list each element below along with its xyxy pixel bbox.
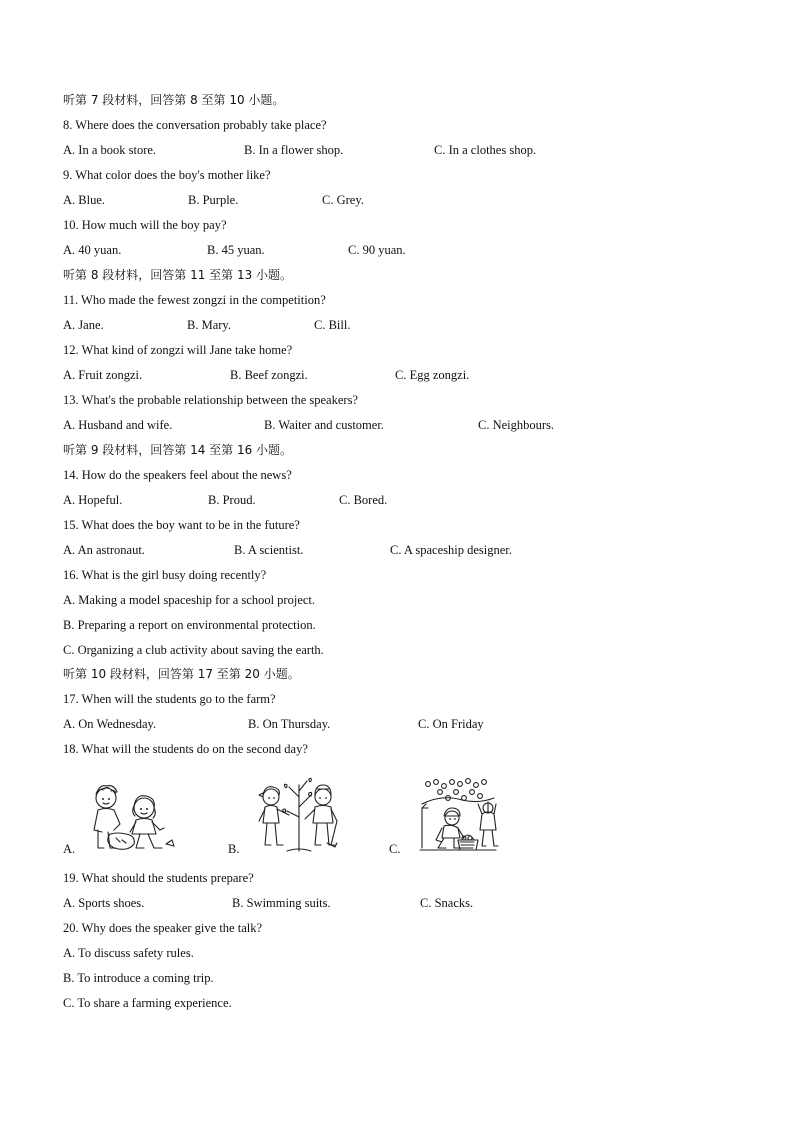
q18-option-c[interactable]: C.	[389, 842, 401, 856]
question-20: 20. Why does the speaker give the talk?	[63, 921, 263, 935]
q15-option-b[interactable]: B. A scientist.	[234, 543, 304, 557]
q20-option-a[interactable]: A. To discuss safety rules.	[63, 946, 194, 960]
q14-option-a[interactable]: A. Hopeful.	[63, 493, 123, 507]
q12-option-a[interactable]: A. Fruit zongzi.	[63, 368, 143, 382]
question-15: 15. What does the boy want to be in the future?	[63, 518, 300, 532]
question-12: 12. What kind of zongzi will Jane take home?	[63, 343, 293, 357]
people-picking-fruit-image[interactable]	[418, 778, 498, 858]
q11-option-b[interactable]: B. Mary.	[187, 318, 231, 332]
q14-option-c[interactable]: C. Bored.	[339, 493, 388, 507]
q19-option-c[interactable]: C. Snacks.	[420, 896, 474, 910]
section-heading-7: 听第 7 段材料，回答第 8 至第 10 小题。	[63, 93, 285, 107]
question-8: 8. Where does the conversation probably take place?	[63, 118, 327, 132]
question-11: 11. Who made the fewest zongzi in the competition?	[63, 293, 326, 307]
q10-option-c[interactable]: C. 90 yuan.	[348, 243, 406, 257]
question-13: 13. What's the probable relationship between the speakers?	[63, 393, 358, 407]
q12-option-c[interactable]: C. Egg zongzi.	[395, 368, 470, 382]
children-planting-tree-image[interactable]	[253, 777, 343, 857]
q10-option-a[interactable]: A. 40 yuan.	[63, 243, 122, 257]
q13-option-b[interactable]: B. Waiter and customer.	[264, 418, 384, 432]
q9-option-c[interactable]: C. Grey.	[322, 193, 364, 207]
q8-option-a[interactable]: A. In a book store.	[63, 143, 157, 157]
question-17: 17. When will the students go to the farm?	[63, 692, 276, 706]
question-9: 9. What color does the boy's mother like?	[63, 168, 271, 182]
section-heading-8: 听第 8 段材料，回答第 11 至第 13 小题。	[63, 268, 293, 282]
q14-option-b[interactable]: B. Proud.	[208, 493, 256, 507]
q8-option-b[interactable]: B. In a flower shop.	[244, 143, 344, 157]
question-10: 10. How much will the boy pay?	[63, 218, 227, 232]
question-16: 16. What is the girl busy doing recently?	[63, 568, 267, 582]
q17-option-c[interactable]: C. On Friday	[418, 717, 484, 731]
q13-option-a[interactable]: A. Husband and wife.	[63, 418, 173, 432]
q15-option-c[interactable]: C. A spaceship designer.	[390, 543, 512, 557]
q20-option-b[interactable]: B. To introduce a coming trip.	[63, 971, 214, 985]
q11-option-a[interactable]: A. Jane.	[63, 318, 104, 332]
question-19: 19. What should the students prepare?	[63, 871, 254, 885]
q9-option-b[interactable]: B. Purple.	[188, 193, 239, 207]
q18-option-a[interactable]: A.	[63, 842, 76, 856]
q9-option-a[interactable]: A. Blue.	[63, 193, 106, 207]
q19-option-a[interactable]: A. Sports shoes.	[63, 896, 145, 910]
children-picking-up-litter-image[interactable]	[84, 782, 176, 858]
q13-option-c[interactable]: C. Neighbours.	[478, 418, 555, 432]
q16-option-b[interactable]: B. Preparing a report on environmental protection.	[63, 618, 316, 632]
q15-option-a[interactable]: A. An astronaut.	[63, 543, 145, 557]
q17-option-a[interactable]: A. On Wednesday.	[63, 717, 157, 731]
q8-option-c[interactable]: C. In a clothes shop.	[434, 143, 537, 157]
question-18: 18. What will the students do on the second day?	[63, 742, 308, 756]
question-14: 14. How do the speakers feel about the news?	[63, 468, 292, 482]
q11-option-c[interactable]: C. Bill.	[314, 318, 351, 332]
section-heading-10: 听第 10 段材料，回答第 17 至第 20 小题。	[63, 667, 300, 681]
q18-option-b[interactable]: B.	[228, 842, 240, 856]
q19-option-b[interactable]: B. Swimming suits.	[232, 896, 331, 910]
q17-option-b[interactable]: B. On Thursday.	[248, 717, 331, 731]
q20-option-c[interactable]: C. To share a farming experience.	[63, 996, 232, 1010]
q16-option-a[interactable]: A. Making a model spaceship for a school project.	[63, 593, 316, 607]
q12-option-b[interactable]: B. Beef zongzi.	[230, 368, 308, 382]
q16-option-c[interactable]: C. Organizing a club activity about saving the earth.	[63, 643, 324, 657]
section-heading-9: 听第 9 段材料，回答第 14 至第 16 小题。	[63, 443, 293, 457]
q10-option-b[interactable]: B. 45 yuan.	[207, 243, 265, 257]
